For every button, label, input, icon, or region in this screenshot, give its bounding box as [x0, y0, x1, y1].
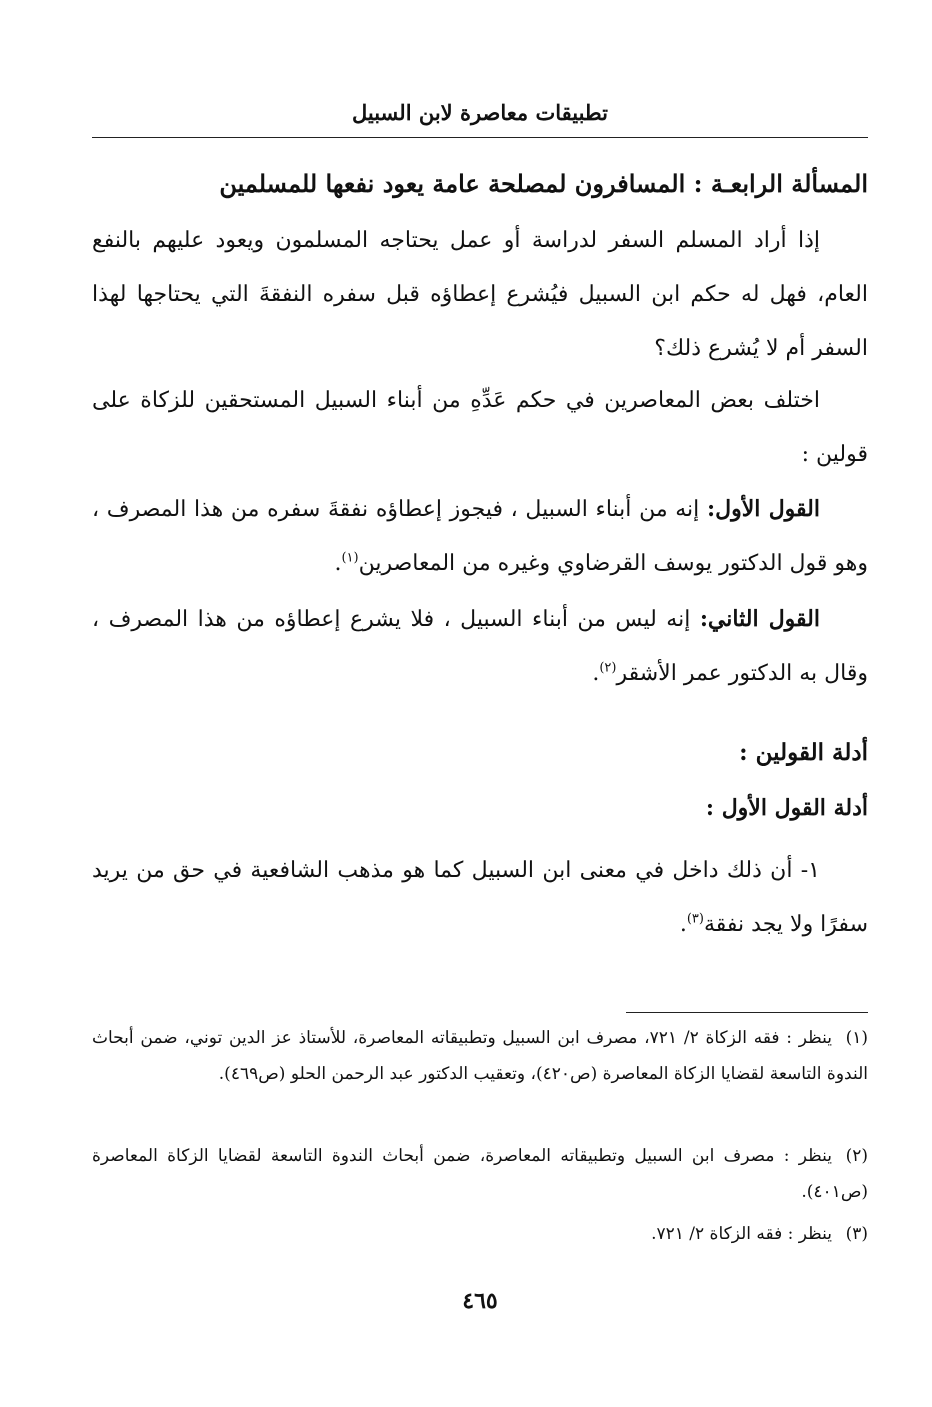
paragraph-disagreement — [92, 374, 868, 482]
first-evidence-heading: أدلة القول الأول : — [705, 795, 868, 821]
header-divider — [92, 137, 868, 138]
first-opinion-label: القول الأول: — [706, 496, 820, 522]
second-opinion-label: القول الثاني: — [699, 606, 820, 632]
footnote-1-text: ينظر : فقه الزكاة ٢/ ٧٢١، مصرف ابن السبيل وتطبيقاته المعاصرة، للأستاذ عز الدين توني، ضمن أبحاث الندوة التاسعة لقضايا الزكاة المعاصرة (ص٤٢٠)، وتعقيب الدكتور عبد الرحمن الحلو (ص٤٦٩). — [92, 1028, 868, 1084]
first-opinion-text: إنه من أبناء السبيل ، فيجوز إعطاؤه نفقةَ سفره من هذا المصرف ، وهو قول الدكتور يوسف القرضاوي وغيره من المعاصرين — [92, 497, 868, 576]
footnote-2 — [92, 1138, 868, 1210]
footnote-1-number: (١) — [845, 1028, 868, 1048]
paragraph-first-opinion — [92, 482, 868, 591]
page-number: ٤٦٥ — [462, 1288, 498, 1314]
footnote-1 — [92, 1020, 868, 1092]
footnote-3 — [92, 1216, 868, 1252]
paragraph-question-text: إذا أراد المسلم السفر لدراسة أو عمل يحتاجه المسلمون ويعود عليهم بالنفع العام، فهل له حكم ابن السبيل فيُشرع إعطاؤه قبل سفره النفقةَ التي يحتاجها لهذا السفر أم لا يُشرع ذلك؟ — [92, 228, 868, 361]
second-opinion-text: إنه ليس من أبناء السبيل ، فلا يشرع إعطاؤه من هذا المصرف ، وقال به الدكتور عمر الأشقر — [92, 607, 868, 686]
footnote-ref-3[interactable]: (٣) — [686, 911, 704, 927]
footnote-ref-1[interactable]: (١) — [341, 550, 359, 566]
footnote-divider — [626, 1012, 868, 1013]
paragraph-second-opinion — [92, 592, 868, 701]
second-opinion-period: . — [592, 661, 600, 686]
footnote-2-text: ينظر : مصرف ابن السبيل وتطبيقاته المعاصرة، ضمن أبحاث الندوة التاسعة لقضايا الزكاة المعاصرة (ص٤٠١). — [92, 1146, 868, 1202]
paragraph-evidence-1 — [92, 844, 868, 952]
paragraph-disagreement-text: اختلف بعض المعاصرين في حكم عَدِّهِ من أبناء السبيل المستحقين للزكاة على قولين : — [92, 388, 868, 467]
footnote-3-text: ينظر : فقه الزكاة ٢/ ٧٢١. — [651, 1224, 832, 1244]
section-title: المسألة الرابعـة : المسافرون لمصلحة عامة يعود نفعها للمسلمين — [219, 169, 868, 198]
running-header-title: تطبيقات معاصرة لابن السبيل — [351, 100, 609, 125]
evidence-1-text: ١- أن ذلك داخل في معنى ابن السبيل كما هو مذهب الشافعية في حق من يريد سفرًا ولا يجد نفقة — [92, 858, 868, 937]
footnote-ref-2[interactable]: (٢) — [599, 660, 617, 676]
evidence-heading: أدلة القولين : — [739, 739, 868, 766]
evidence-1-period: . — [679, 912, 687, 937]
first-opinion-period: . — [334, 551, 342, 576]
footnote-3-number: (٣) — [845, 1224, 868, 1244]
footnote-2-number: (٢) — [845, 1146, 868, 1166]
paragraph-question — [92, 214, 868, 376]
